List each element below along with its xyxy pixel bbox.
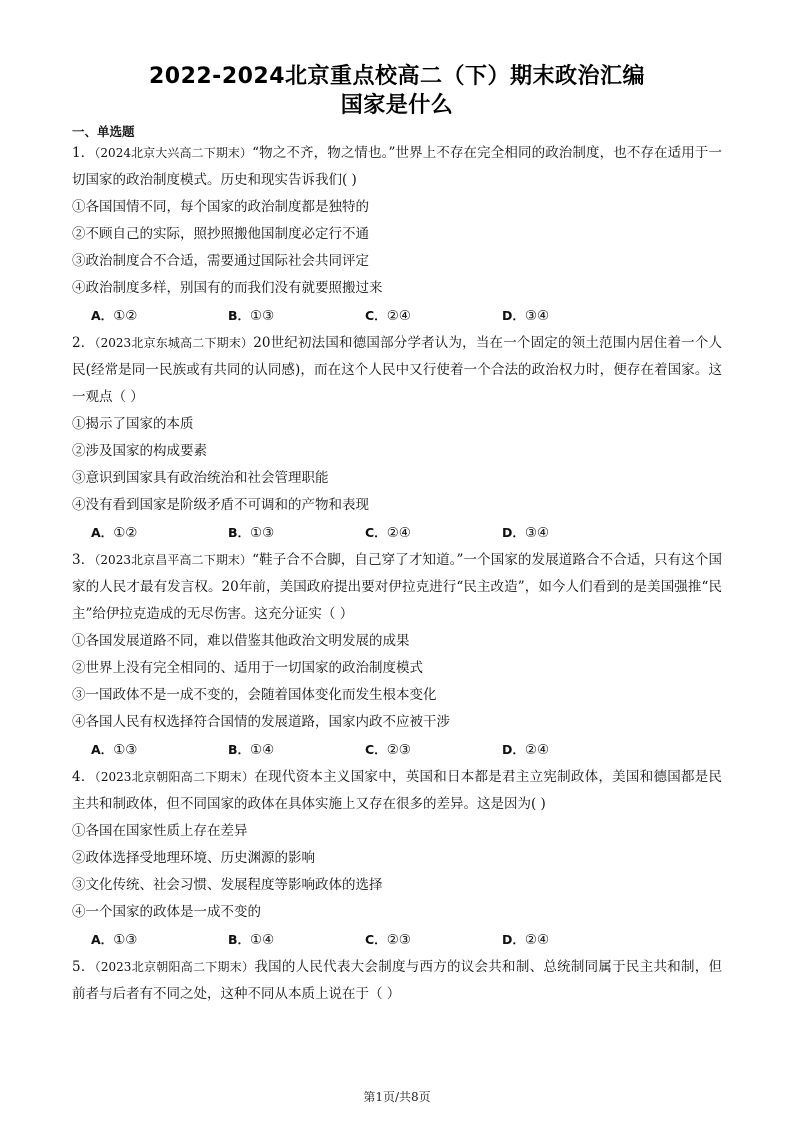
answer-option [502, 736, 639, 764]
option-letter: C． [365, 525, 387, 540]
answer-option [365, 302, 502, 330]
question-number: 1． [72, 145, 95, 161]
question-number: 2． [72, 335, 95, 351]
option-letter: B． [228, 742, 251, 757]
question-statement: ③政治制度合不合适，需要通过国际社会共同评定 [72, 253, 369, 269]
question-statement: ④政治制度多样，别国有的而我们没有就要照搬过来 [72, 280, 383, 296]
question-item [72, 954, 722, 1008]
answer-options [72, 926, 722, 954]
question-text: 我国的人民代表大会制度与西方的议会共和制、总统制同属于民主共和制，但前者与后者有不同之处，这种不同从本质上说在于（ ） [72, 959, 723, 1002]
question-item [72, 140, 722, 330]
question-item [72, 330, 722, 547]
question-statement: ①各国发展道路不同，难以借鉴其他政治文明发展的成果 [72, 633, 410, 649]
option-letter: B． [228, 932, 251, 947]
option-text: ②③ [386, 932, 411, 948]
option-text: ②④ [524, 932, 550, 948]
page-footer: 第1页/共8页 [363, 1090, 431, 1104]
option-text: ②③ [386, 742, 411, 758]
option-text: ②④ [386, 525, 411, 541]
answer-option [365, 736, 502, 764]
question-statement: ③文化传统、社会习惯、发展程度等影响政体的选择 [72, 877, 383, 893]
question-stem [72, 330, 722, 411]
question-list [72, 140, 722, 1008]
question-stem [72, 954, 722, 1008]
question-statement: ②政体选择受地理环境、历史渊源的影响 [72, 850, 315, 866]
answer-options [72, 302, 722, 330]
option-letter: B． [228, 308, 251, 323]
question-item [72, 764, 722, 954]
question-text: 在现代资本主义国家中，英国和日本都是君主立宪制政体，美国和德国都是民主共和制政体，但不同国家的政体在具体实施上又存在很多的差异。这是因为( ) [72, 769, 723, 812]
option-letter: C． [365, 742, 387, 757]
question-stem [72, 140, 722, 194]
question-source: （2023北京朝阳高二下期末） [94, 960, 255, 974]
question-statement: ④一个国家的政体是一成不变的 [72, 904, 261, 920]
answer-option [228, 736, 365, 764]
answer-option [91, 736, 228, 764]
question-text: “鞋子合不合脚，自己穿了才知道。”一个国家的发展道路合不合适，只有这个国家的人民才最有发言权。20年前，美国政府提出要对伊拉克进行“民主改造”，如今人们看到的是美国强推“民主”给伊拉克造成的无尽伤害。这充分证实（ ） [72, 552, 722, 622]
answer-option [228, 519, 365, 547]
option-text: ①④ [250, 932, 275, 948]
option-letter: B． [228, 525, 251, 540]
answer-option [91, 302, 228, 330]
option-text: ①④ [250, 742, 275, 758]
question-item [72, 547, 722, 764]
document-subtitle: 国家是什么 [340, 93, 454, 118]
option-letter: D． [502, 525, 525, 540]
option-text: ②④ [524, 742, 550, 758]
option-letter: D． [502, 932, 525, 947]
option-letter: A． [91, 932, 114, 947]
option-letter: A． [91, 308, 114, 323]
question-statement: ②涉及国家的构成要素 [72, 443, 207, 459]
question-statement: ③一国政体不是一成不变的，会随着国体变化而发生根本变化 [72, 687, 437, 703]
question-number: 4． [72, 769, 95, 785]
question-source: （2023北京昌平高二下期末） [94, 553, 253, 567]
answer-option [91, 519, 228, 547]
answer-option [502, 519, 639, 547]
answer-option [228, 302, 365, 330]
option-text: ②④ [386, 308, 411, 324]
question-statement: ①各国在国家性质上存在差异 [72, 823, 248, 839]
option-text: ③④ [524, 525, 550, 541]
option-letter: A． [91, 525, 114, 540]
question-source: （2024北京大兴高二下期末） [94, 146, 253, 160]
option-text: ①③ [113, 932, 138, 948]
option-letter: D． [502, 742, 525, 757]
question-statement: ①各国国情不同，每个国家的政治制度都是独特的 [72, 199, 369, 215]
answer-option [91, 926, 228, 954]
answer-option [228, 926, 365, 954]
answer-option [502, 926, 639, 954]
question-stem [72, 547, 722, 628]
option-letter: A． [91, 742, 114, 757]
question-statement: ④各国人民有权选择符合国情的发展道路，国家内政不应被干涉 [72, 714, 450, 730]
option-letter: C． [365, 308, 387, 323]
question-statement: ②不顾自己的实际，照抄照搬他国制度必定行不通 [72, 226, 369, 242]
answer-options [72, 519, 722, 547]
question-number: 5． [72, 959, 95, 975]
option-text: ③④ [524, 308, 550, 324]
question-statement: ③意识到国家具有政治统治和社会管理职能 [72, 470, 329, 486]
option-text: ①③ [250, 525, 275, 541]
document-title: 2022-2024北京重点校高二（下）期末政治汇编 [148, 64, 646, 89]
answer-options [72, 736, 722, 764]
answer-option [365, 926, 502, 954]
question-stem [72, 764, 722, 818]
option-letter: C． [365, 932, 387, 947]
question-number: 3． [72, 552, 95, 568]
question-source: （2023北京东城高二下期末） [94, 336, 254, 350]
question-statement: ②世界上没有完全相同的、适用于一切国家的政治制度模式 [72, 660, 423, 676]
option-letter: D． [502, 308, 525, 323]
question-statement: ①揭示了国家的本质 [72, 416, 194, 432]
question-source: （2023北京朝阳高二下期末） [94, 770, 255, 784]
question-text: 20世纪初法国和德国部分学者认为，当在一个固定的领土范围内居住着一个人民(经常是同一民族或有共同的认同感)，而在这个人民中又行使着一个合法的政治权力时，便存在着国家。这一观点（ ） [72, 335, 723, 405]
answer-option [365, 519, 502, 547]
option-text: ①③ [113, 742, 138, 758]
option-text: ①② [113, 525, 138, 541]
option-text: ①② [113, 308, 138, 324]
answer-option [502, 302, 639, 330]
question-statement: ④没有看到国家是阶级矛盾不可调和的产物和表现 [72, 497, 369, 513]
option-text: ①③ [250, 308, 275, 324]
section-heading: 一、单选题 [72, 124, 135, 139]
question-text: “物之不齐，物之情也。”世界上不存在完全相同的政治制度，也不存在适用于一切国家的政治制度模式。历史和现实告诉我们( ) [72, 145, 722, 188]
